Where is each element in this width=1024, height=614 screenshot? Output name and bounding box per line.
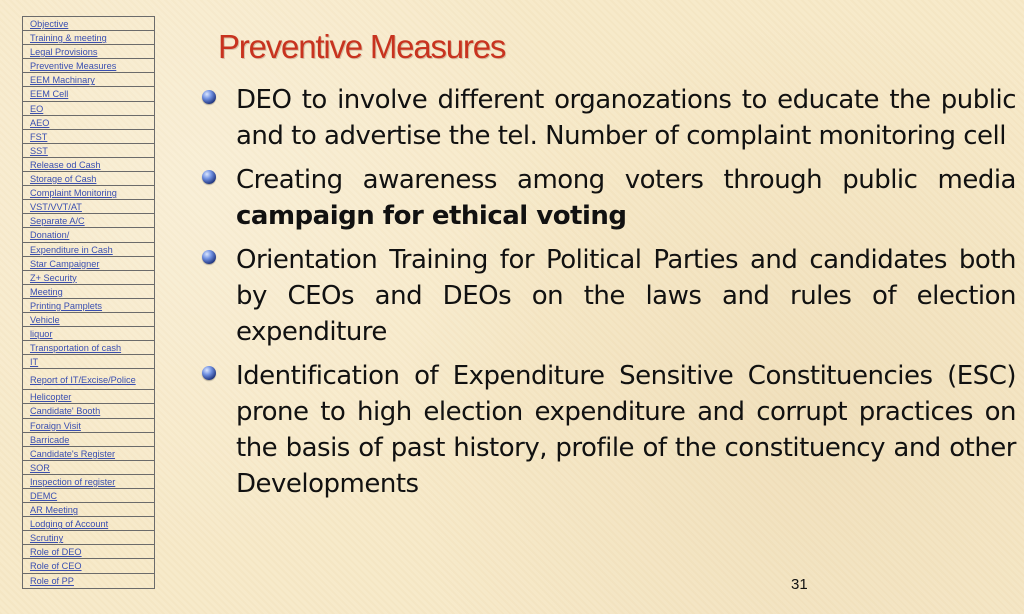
nav-link-separate-ac[interactable]: Separate A/C: [23, 214, 154, 228]
slide-title: Preventive Measures: [218, 28, 506, 65]
sphere-bullet-icon: [202, 366, 216, 380]
nav-link-objective[interactable]: Objective: [23, 17, 154, 31]
nav-link-expenditure-in-cash[interactable]: Expenditure in Cash: [23, 243, 154, 257]
nav-link-eem-machinary[interactable]: EEM Machinary: [23, 73, 154, 87]
nav-link-sor[interactable]: SOR: [23, 461, 154, 475]
sphere-bullet-icon: [202, 90, 216, 104]
nav-link-star-campaigner[interactable]: Star Campaigner: [23, 257, 154, 271]
nav-link-vehicle[interactable]: Vehicle: [23, 313, 154, 327]
bullet-item: [200, 82, 1016, 154]
page-number: 31: [791, 576, 808, 593]
bullet-list: [200, 82, 1016, 510]
nav-link-barricade[interactable]: Barricade: [23, 433, 154, 447]
nav-link-report-it-excise-police[interactable]: Report of IT/Excise/Police: [23, 369, 154, 390]
nav-link-scrutiny[interactable]: Scrutiny: [23, 531, 154, 545]
bullet-item: [200, 242, 1016, 350]
nav-link-fst[interactable]: FST: [23, 130, 154, 144]
nav-link-complaint-monitoring[interactable]: Complaint Monitoring: [23, 186, 154, 200]
nav-link-candidate-booth[interactable]: Candidate' Booth: [23, 404, 154, 418]
nav-link-foraign-visit[interactable]: Foraign Visit: [23, 419, 154, 433]
nav-link-z-security[interactable]: Z+ Security: [23, 271, 154, 285]
nav-link-demc[interactable]: DEMC: [23, 489, 154, 503]
nav-link-preventive-measures[interactable]: Preventive Measures: [23, 59, 154, 73]
nav-link-role-of-ceo[interactable]: Role of CEO: [23, 559, 154, 573]
nav-link-training-meeting[interactable]: Training & meeting: [23, 31, 154, 45]
nav-link-vst-vvt-at[interactable]: VST/VVT/AT: [23, 200, 154, 214]
bullet-bold-text: campaign for ethical voting: [236, 201, 627, 231]
nav-link-ar-meeting[interactable]: AR Meeting: [23, 503, 154, 517]
nav-link-aeo[interactable]: AEO: [23, 116, 154, 130]
nav-link-transportation-of-cash[interactable]: Transportation of cash: [23, 341, 154, 355]
bullet-text: DEO to involve different organozations to educate the public and to advertise the tel. Number of complaint monitoring cell: [236, 85, 1016, 151]
nav-link-candidates-register[interactable]: Candidate's Register: [23, 447, 154, 461]
nav-link-release-of-cash[interactable]: Release od Cash: [23, 158, 154, 172]
nav-link-lodging-of-account[interactable]: Lodging of Account: [23, 517, 154, 531]
bullet-text: Creating awareness among voters through public media: [236, 165, 1016, 195]
left-nav-table: [22, 16, 155, 589]
sphere-bullet-icon: [202, 170, 216, 184]
nav-link-meeting[interactable]: Meeting: [23, 285, 154, 299]
nav-link-storage-of-cash[interactable]: Storage of Cash: [23, 172, 154, 186]
nav-link-legal-provisions[interactable]: Legal Provisions: [23, 45, 154, 59]
nav-link-role-of-pp[interactable]: Role of PP: [30, 575, 74, 586]
nav-link-donation[interactable]: Donation/: [23, 228, 154, 242]
nav-link-eo[interactable]: EO: [23, 102, 154, 116]
nav-link-liquor[interactable]: liquor: [23, 327, 154, 341]
nav-link-sst[interactable]: SST: [23, 144, 154, 158]
nav-link-printing-pamplets[interactable]: Printing Pamplets: [23, 299, 154, 313]
nav-link-eem-cell[interactable]: EEM Cell: [23, 87, 154, 101]
bullet-text: Identification of Expenditure Sensitive Constituencies (ESC) prone to high election expenditure and corrupt practices on the basis of past history, profile of the constituency and other Developments: [236, 361, 1016, 499]
nav-link-helicopter[interactable]: Helicopter: [23, 390, 154, 404]
nav-link-role-of-deo[interactable]: Role of DEO: [23, 545, 154, 559]
nav-link-inspection-of-register[interactable]: Inspection of register: [23, 475, 154, 489]
bullet-text: Orientation Training for Political Parties and candidates both by CEOs and DEOs on the laws and rules of election expenditure: [236, 245, 1016, 347]
bullet-item: [200, 162, 1016, 234]
bullet-item: [200, 358, 1016, 502]
sphere-bullet-icon: [202, 250, 216, 264]
nav-link-it[interactable]: IT: [23, 355, 154, 369]
